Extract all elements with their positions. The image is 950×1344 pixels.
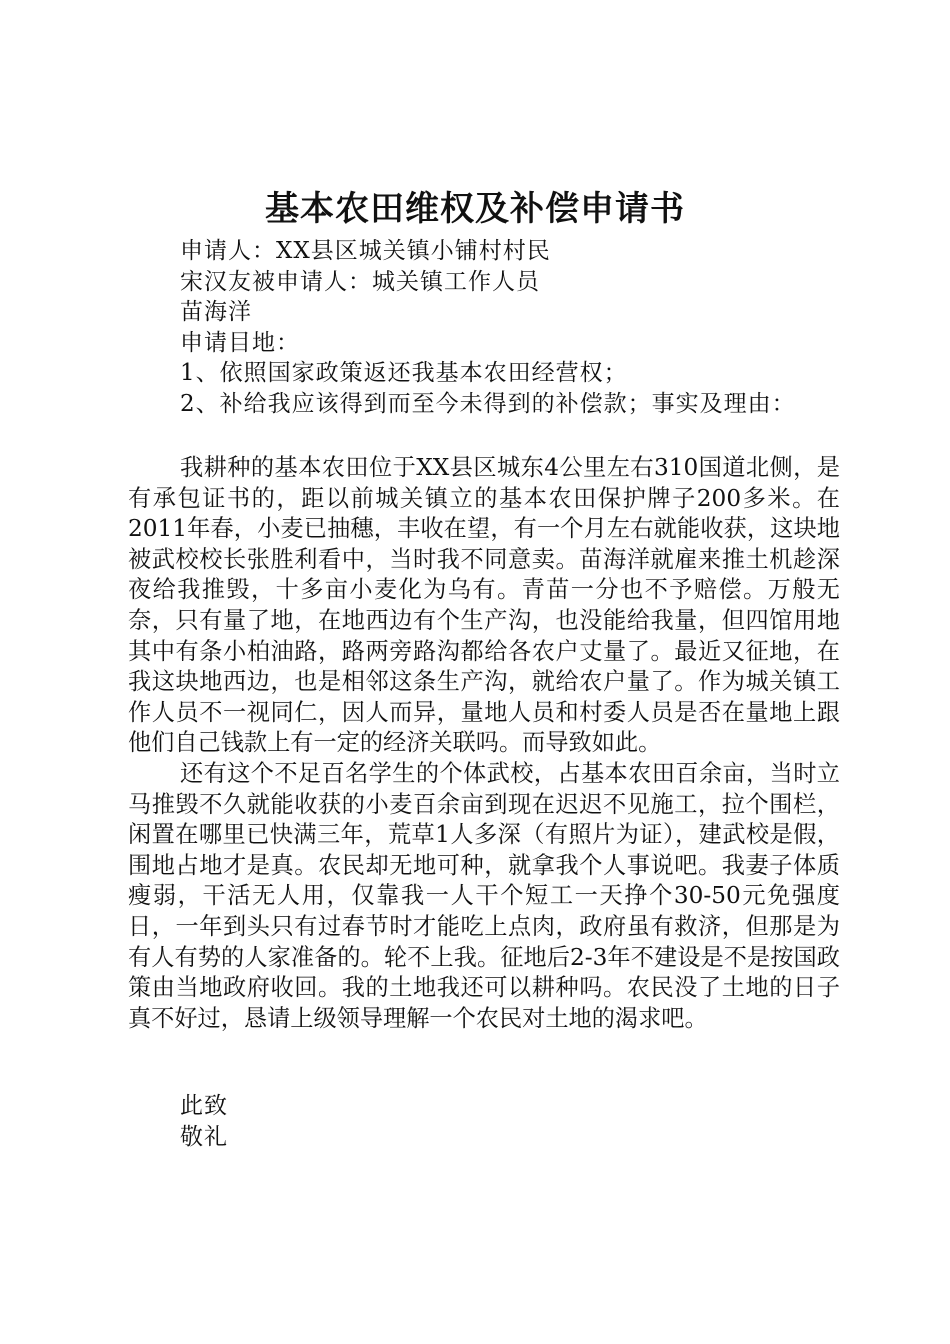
closing-regards: 敬礼 <box>180 1124 228 1150</box>
document-title: 基本农田维权及补偿申请书 <box>265 189 685 229</box>
respondent-line: 宋汉友被申请人：城关镇工作人员 <box>180 268 540 295</box>
body-paragraph: 我耕种的基本农田位于XX县区城东4公里左右310国道北侧，是有承包证书的，距以前城关镇立的基本农田保护牌子200多米。在2011年春，小麦已抽穗，丰收在望，有一个月左右就能收获，这块地被武校校长张胜利看中，当时我不同意卖。苗海洋就雇来推土机趁深夜给我推毁，十多亩小麦化为乌有。青苗一分也不予赔偿。万般无奈，只有量了地，在地西边有个生产沟，也没能给我量，但四馆用地其中有条小柏油路，路两旁路沟都给各农户丈量了。最近又征地，在我这块地西边，也是相邻这条生产沟，就给农户量了。作为城关镇工作人员不一视同仁，因人而异，量地人员和村委人员是否在量地上跟他们自己钱款上有一定的经济关联吗。而导致如此。 <box>128 454 840 757</box>
closing-block <box>180 1091 228 1153</box>
closing-salutation: 此致 <box>180 1093 228 1119</box>
applicant-line: 申请人：XX县区城关镇小铺村村民 <box>180 238 551 264</box>
purpose-item-2: 2、补给我应该得到而至今未得到的补偿款；事实及理由： <box>180 390 796 417</box>
body-paragraph: 还有这个不足百名学生的个体武校，占基本农田百余亩，当时立马推毁不久就能收获的小麦百余亩到现在迟迟不见施工，拉个围栏，闲置在哪里已快满三年，荒草1人多深（有照片为证），建武校是假，围地占地才是真。农民却无地可种，就拿我个人事说吧。我妻子体质瘦弱，干活无人用，仅靠我一人干个短工一天挣个30-50元免强度日，一年到头只有过春节时才能吃上点肉，政府虽有救济，但那是为有人有势的人家准备的。轮不上我。征地后2-3年不建设是不是按国政策由当地政府收回。我的土地我还可以耕种吗。农民没了土地的日子真不好过，恳请上级领导理解一个农民对土地的渴求吧。 <box>128 759 840 1032</box>
respondent-name-line: 苗海洋 <box>180 299 252 325</box>
purpose-item-1: 1、依照国家政策返还我基本农田经营权； <box>180 360 628 386</box>
purpose-heading: 申请目地： <box>180 329 300 356</box>
document-body <box>128 453 840 1034</box>
applicant-header <box>180 236 860 419</box>
